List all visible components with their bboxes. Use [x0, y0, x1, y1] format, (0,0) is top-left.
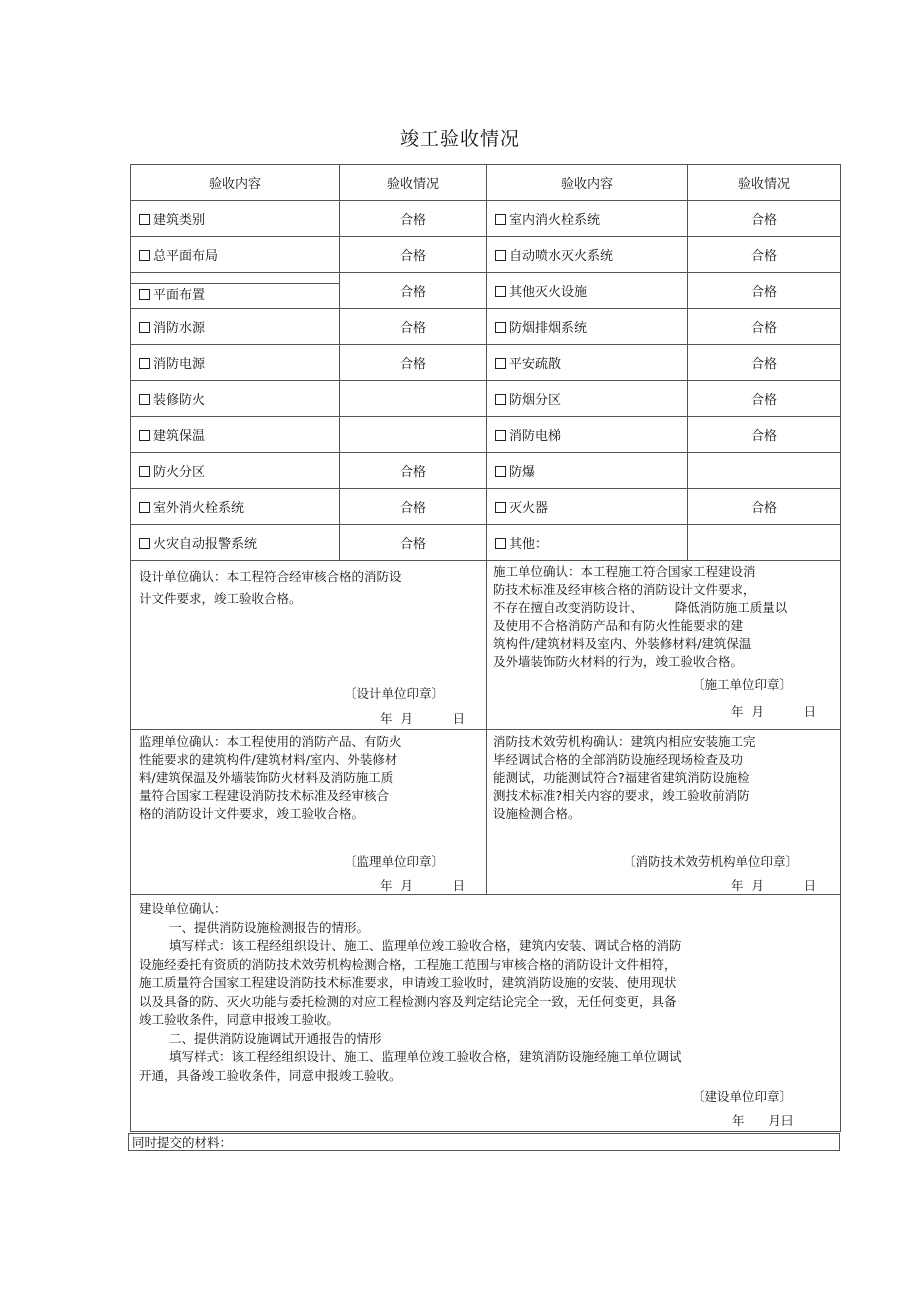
header-status-left: 验收情况: [340, 165, 487, 201]
confirmation-row-1: [131, 561, 841, 730]
status-cell: 合格: [340, 489, 487, 525]
checkbox-icon[interactable]: [139, 250, 150, 261]
design-text-line: 设计单位确认：本工程符合经审核合格的消防设: [139, 569, 402, 584]
supervision-text-line: 性能要求的建筑构件/建筑材料/室内、外装修材: [139, 752, 398, 767]
status-cell: [340, 381, 487, 417]
checkbox-item[interactable]: 其他灭火设施: [487, 273, 688, 309]
status-cell: 合格: [688, 309, 841, 345]
table-row: [131, 417, 841, 453]
construction-text-line: 防技术标准及经审核合格的消防设计文件要求，: [493, 582, 756, 597]
owner-fill-line: 竣工验收条件，同意申报竣工验收。: [139, 1012, 340, 1027]
checkbox-icon[interactable]: [139, 322, 150, 333]
construction-text-line: 及外墙装饰防火材料的行为，竣工验收合格。: [493, 654, 744, 669]
construction-text-line: 及使用不合格消防产品和有防火性能要求的建: [493, 618, 744, 633]
status-cell: [340, 417, 487, 453]
checkbox-item[interactable]: 建筑保温: [131, 417, 340, 453]
checkbox-item[interactable]: 装修防火: [131, 381, 340, 417]
table-row: [131, 381, 841, 417]
checkbox-item[interactable]: 消防电梯: [487, 417, 688, 453]
checkbox-item[interactable]: 室外消火栓系统: [131, 489, 340, 525]
checkbox-icon[interactable]: [139, 502, 150, 513]
supervision-text-line: 量符合国家工程建设消防技术标准及经审核合: [139, 788, 390, 803]
header-item-right: 验收内容: [487, 165, 688, 201]
owner-fill-line: 填写样式：该工程经组织设计、施工、监理单位竣工验收合格，建筑内安装、调试合格的消防: [169, 938, 682, 953]
checkbox-icon[interactable]: [139, 394, 150, 405]
checkbox-icon[interactable]: [139, 289, 150, 300]
tech-service-stamp: 〔消防技术效劳机构单位印章〕: [623, 854, 799, 869]
status-cell: 合格: [340, 309, 487, 345]
checkbox-item[interactable]: 平面布置: [131, 273, 340, 309]
table-header-row: [131, 165, 841, 201]
owner-stamp: 〔建设单位印章〕: [692, 1089, 793, 1104]
construction-date: 年 月 日: [731, 704, 817, 719]
owner-fill-line: 开通，具备竣工验收条件，同意申报竣工验收。: [139, 1067, 402, 1083]
tech-service-text-line: 设施检测合格。: [493, 806, 581, 821]
checkbox-item[interactable]: 防烟分区: [487, 381, 688, 417]
supervision-date: 年 月 日: [380, 878, 466, 893]
construction-confirmation: [487, 561, 841, 730]
checkbox-icon[interactable]: [495, 214, 506, 225]
checkbox-icon[interactable]: [495, 286, 506, 297]
checkbox-icon[interactable]: [495, 502, 506, 513]
owner-item-1: 一、提供消防设施检测报告的情形。: [169, 919, 370, 935]
construction-text-line: 施工单位确认：本工程施工符合国家工程建设消: [493, 564, 756, 579]
tech-service-text-line: 能测试，功能测试符合?福建省建筑消防设施检: [493, 770, 750, 785]
status-cell: [688, 525, 841, 561]
checkbox-icon[interactable]: [495, 394, 506, 405]
construction-text-line: 筑构件/建筑材料及室内、外装修材料/建筑保温: [493, 636, 752, 651]
status-cell: 合格: [688, 381, 841, 417]
checkbox-icon[interactable]: [495, 430, 506, 441]
checkbox-item[interactable]: 自动喷水灭火系统: [487, 237, 688, 273]
checkbox-icon[interactable]: [495, 250, 506, 261]
checkbox-item[interactable]: 火灾自动报警系统: [131, 525, 340, 561]
checkbox-item[interactable]: 建筑类别: [131, 201, 340, 237]
tech-service-date: 年 月 日: [731, 878, 817, 893]
checkbox-item[interactable]: 防火分区: [131, 453, 340, 489]
design-date: 年 月 日: [380, 711, 466, 726]
checkbox-item[interactable]: 灭火器: [487, 489, 688, 525]
table-row: [131, 345, 841, 381]
supervision-stamp: 〔监理单位印章〕: [344, 854, 445, 869]
owner-fill-line: 设施经委托有资质的消防技术效劳机构检测合格，工程施工范围与审核合格的消防设计文件相符，: [139, 956, 677, 972]
supervision-text-line: 料/建筑保温及外墙装饰防火材料及消防施工质: [139, 770, 394, 785]
acceptance-table: [130, 164, 841, 1132]
checkbox-item[interactable]: 防烟排烟系统: [487, 309, 688, 345]
table-row: [131, 453, 841, 489]
tech-service-text-line: 毕经调试合格的全部消防设施经现场检查及功: [493, 752, 744, 767]
checkbox-icon[interactable]: [139, 430, 150, 441]
checkbox-item[interactable]: 总平面布局: [131, 237, 340, 273]
owner-date: 年 月曰: [732, 1113, 794, 1128]
attachments-label: 同时提交的材料：: [128, 1133, 840, 1151]
checkbox-icon[interactable]: [495, 538, 506, 549]
table-row: [131, 237, 841, 273]
table-row: [131, 489, 841, 525]
table-row: [131, 525, 841, 561]
status-cell: 合格: [688, 201, 841, 237]
table-row: [131, 309, 841, 345]
tech-service-confirmation: [487, 730, 841, 895]
table-row: [131, 273, 841, 309]
checkbox-item[interactable]: 消防电源: [131, 345, 340, 381]
status-cell: 合格: [340, 525, 487, 561]
checkbox-icon[interactable]: [139, 358, 150, 369]
checkbox-icon[interactable]: [495, 466, 506, 477]
header-status-right: 验收情况: [688, 165, 841, 201]
status-cell: 合格: [688, 417, 841, 453]
owner-confirmation-row: [131, 895, 841, 1132]
checkbox-icon[interactable]: [139, 538, 150, 549]
status-cell: 合格: [340, 345, 487, 381]
status-cell: [688, 453, 841, 489]
supervision-confirmation: [131, 730, 487, 895]
checkbox-icon[interactable]: [139, 214, 150, 225]
construction-text-line: 不存在擅自改变消防设计、 降低消防施工质量以: [493, 600, 788, 615]
checkbox-item[interactable]: 室内消火栓系统: [487, 201, 688, 237]
checkbox-item[interactable]: 消防水源: [131, 309, 340, 345]
divider: [131, 273, 339, 284]
checkbox-item[interactable]: 其他：: [487, 525, 688, 561]
design-text-line: 计文件要求，竣工验收合格。: [139, 591, 302, 606]
table-row: [131, 201, 841, 237]
status-cell: 合格: [688, 489, 841, 525]
status-cell: 合格: [688, 273, 841, 309]
owner-confirmation: [131, 895, 841, 1132]
status-cell: 合格: [688, 237, 841, 273]
status-cell: 合格: [340, 237, 487, 273]
confirmation-row-2: [131, 730, 841, 895]
tech-service-text-line: 消防技术效劳机构确认：建筑内相应安装施工完: [493, 734, 756, 749]
status-cell: 合格: [688, 345, 841, 381]
tech-service-text-line: 测技术标准?相关内容的要求，竣工验收前消防: [493, 788, 750, 803]
design-confirmation: [131, 561, 487, 730]
supervision-text-line: 监理单位确认：本工程使用的消防产品、有防火: [139, 734, 402, 749]
status-cell: 合格: [340, 201, 487, 237]
checkbox-icon[interactable]: [139, 466, 150, 477]
status-cell: 合格: [340, 273, 487, 309]
checkbox-icon[interactable]: [495, 322, 506, 333]
owner-fill-line: 以及具备的防、灭火功能与委托检测的对应工程检测内容及判定结论完全一致，无任何变更，具备: [139, 993, 677, 1009]
owner-fill-line: 填写样式：该工程经组织设计、施工、监理单位竣工验收合格，建筑消防设施经施工单位调试: [169, 1049, 682, 1064]
page-title: 竣工验收情况: [399, 128, 520, 150]
checkbox-icon[interactable]: [495, 358, 506, 369]
owner-fill-line: 施工质量符合国家工程建设消防技术标准要求，申请竣工验收时，建筑消防设施的安装、使用现状: [139, 975, 677, 990]
design-stamp: 〔设计单位印章〕: [344, 686, 445, 701]
owner-item-2: 二、提供消防设施调试开通报告的情形: [169, 1030, 382, 1046]
checkbox-item[interactable]: 防爆: [487, 453, 688, 489]
construction-stamp: 〔施工单位印章〕: [692, 677, 793, 692]
owner-heading: 建设单位确认：: [139, 901, 227, 916]
status-cell: 合格: [340, 453, 487, 489]
supervision-text-line: 格的消防设计文件要求，竣工验收合格。: [139, 806, 365, 821]
header-item-left: 验收内容: [131, 165, 340, 201]
checkbox-item[interactable]: 平安疏散: [487, 345, 688, 381]
